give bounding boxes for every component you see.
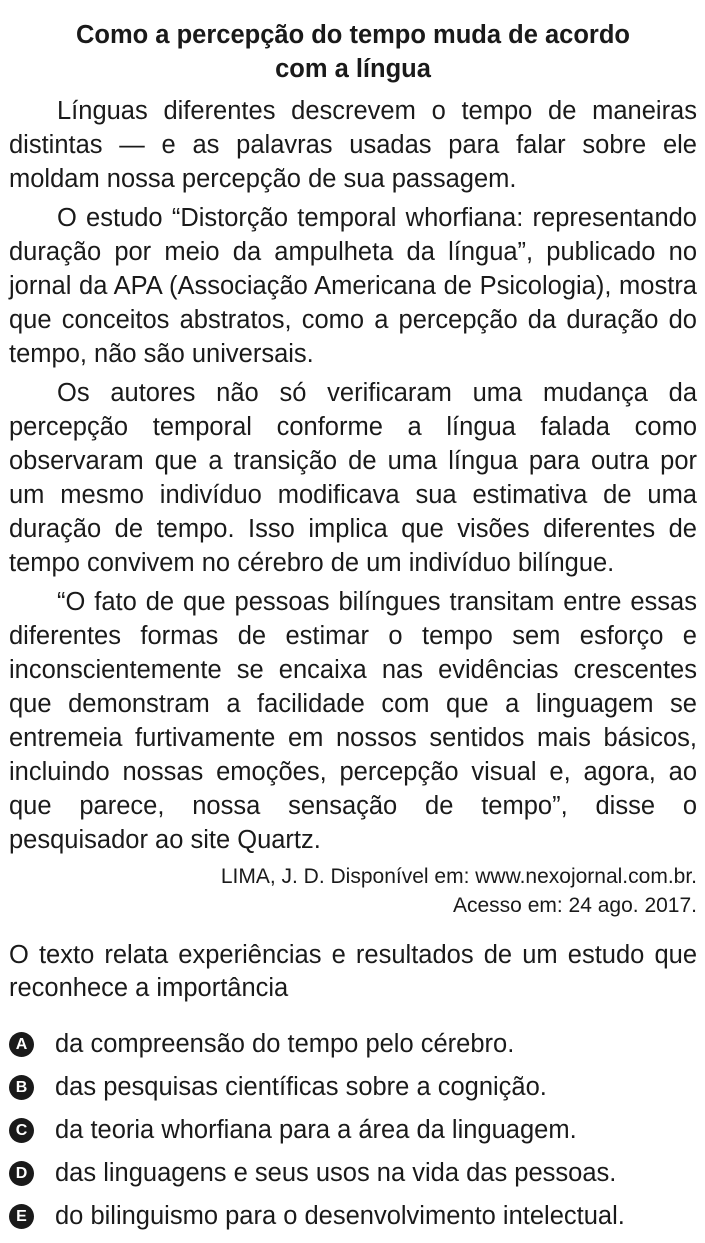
option-text: da compreensão do tempo pelo cérebro. [55, 1030, 515, 1058]
option-text: das linguagens e seus usos na vida das pessoas. [55, 1159, 617, 1187]
option-text: da teoria whorfiana para a área da linguagem. [55, 1116, 577, 1144]
option-c[interactable] [9, 1109, 697, 1152]
option-b[interactable] [9, 1066, 697, 1109]
article-paragraph: “O fato de que pessoas bilíngues transitam entre essas diferentes formas de estimar o tempo sem esforço e inconscientemente se encaixa nas evidências crescentes que demonstram a facilidade com que a linguagem se entremeia furtivamente em nossos sentidos mais básicos, incluindo nossas emoções, percepção visual e, agora, ao que parece, nossa sensação de tempo”, disse o pesquisador ao site Quartz. [9, 588, 697, 854]
option-letter-badge: B [9, 1075, 34, 1100]
source-citation-line: Acesso em: 24 ago. 2017. [453, 894, 697, 917]
question-stem: O texto relata experiências e resultados de um estudo que reconhece a importância [9, 941, 697, 1002]
option-letter-badge: A [9, 1032, 34, 1057]
option-a[interactable] [9, 1023, 697, 1066]
answer-options [9, 1023, 697, 1238]
option-letter-badge: E [9, 1204, 34, 1229]
article-body [9, 94, 697, 857]
article-paragraph: O estudo “Distorção temporal whorfiana: representando duração por meio da ampulheta da língua”, publicado no jornal da APA (Associação Americana de Psicologia), mostra que conceitos abstratos, como a percepção da duração do tempo, não são universais. [9, 204, 697, 368]
article-paragraph: Os autores não só verificaram uma mudança da percepção temporal conforme a língua falada como observaram que a transição de uma língua para outra por um mesmo indivíduo modificava sua estimativa de uma duração de tempo. Isso implica que visões diferentes de tempo convivem no cérebro de um indivíduo bilíngue. [9, 379, 697, 577]
option-e[interactable] [9, 1195, 697, 1238]
option-text: do bilinguismo para o desenvolvimento intelectual. [55, 1202, 625, 1230]
option-d[interactable] [9, 1152, 697, 1195]
option-text: das pesquisas científicas sobre a cognição. [55, 1073, 547, 1101]
article-paragraph: Línguas diferentes descrevem o tempo de maneiras distintas — e as palavras usadas para falar sobre ele moldam nossa percepção de sua passagem. [9, 97, 697, 193]
option-letter-badge: D [9, 1161, 34, 1186]
option-letter-badge: C [9, 1118, 34, 1143]
article-title: Como a percepção do tempo muda de acordo com a língua [75, 21, 630, 83]
source-citation-line: LIMA, J. D. Disponível em: www.nexojornal.com.br. [220, 865, 697, 888]
source-citation [9, 862, 697, 920]
